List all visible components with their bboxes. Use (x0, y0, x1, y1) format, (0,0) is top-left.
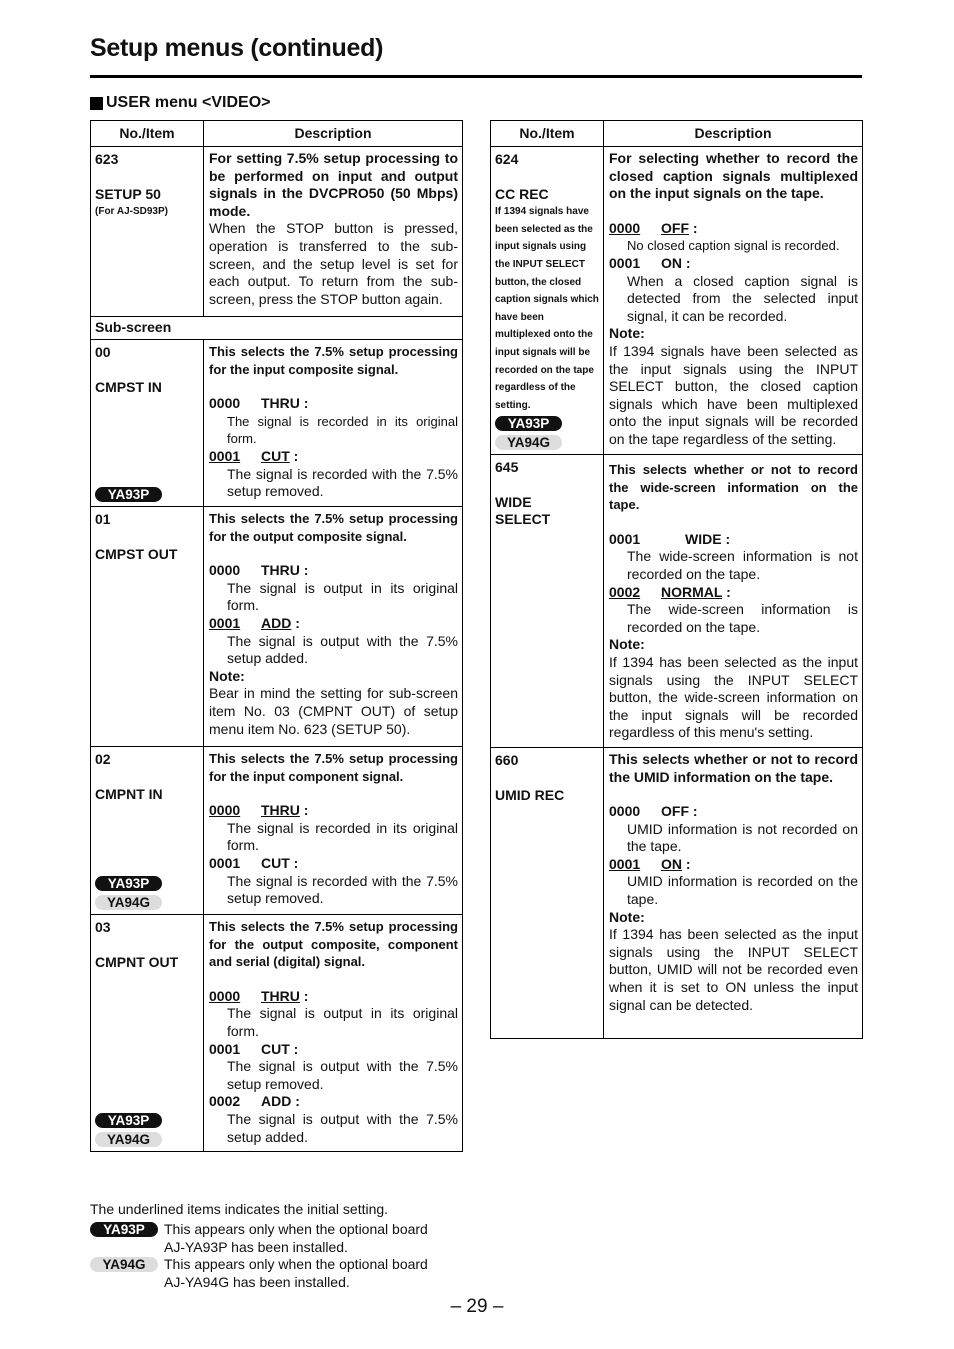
badge-group (495, 412, 562, 450)
table-row (91, 507, 463, 747)
option-0001: 0001 CUT : (209, 447, 299, 464)
note-label: Note: (209, 667, 245, 684)
option-0000: 0000 OFF : (609, 803, 698, 820)
option-0000: 0000 OFF : (609, 219, 698, 236)
item-number: 645 (495, 459, 519, 475)
item-lead: This selects the 7.5% setup processing for the input component signal. (209, 751, 458, 784)
ya93p-badge: YA93P (495, 416, 562, 431)
option-description: The signal is output with the 7.5% setup removed. (227, 1058, 458, 1092)
legend-ya94g (90, 1256, 428, 1291)
option-description: The signal is output in its original form. (227, 579, 458, 614)
item-number: 02 (95, 751, 111, 767)
ya94g-badge: YA94G (495, 435, 562, 450)
right-menu-table (490, 120, 863, 1039)
subscreen-row (91, 317, 463, 340)
page-number: – 29 – (450, 1296, 504, 1317)
item-lead: This selects the 7.5% setup processing for the output composite signal. (209, 511, 458, 544)
item-name: WIDE (495, 493, 532, 510)
page-title: Setup menus (continued) (90, 34, 384, 62)
subscreen-label: Sub-screen (91, 317, 463, 340)
option-description: The wide-screen information is recorded on the tape. (627, 601, 858, 635)
description-cell (604, 147, 863, 455)
underline-note: The underlined items indicates the initial setting. (90, 1201, 389, 1217)
option-description: The signal is recorded with the 7.5% setup removed. (227, 465, 458, 500)
item-name: SETUP 50 (95, 185, 161, 202)
legend-text: This appears only when the optional board AJ-YA93P has been installed. (164, 1221, 428, 1255)
option-0001: 0001 ADD : (209, 614, 300, 631)
option-0001: 0001 CUT : (209, 1040, 299, 1057)
note-label: Note: (609, 325, 645, 342)
option-description: The signal is output with the 7.5% setup added. (227, 632, 458, 667)
left-menu-table (90, 120, 463, 1152)
ya94g-badge: YA94G (95, 895, 162, 910)
note-text: Bear in mind the setting for sub-screen item No. 03 (CMPNT OUT) of setup menu item No. 623 (SETUP 50). (209, 685, 458, 737)
option-description: The signal is recorded in its original form. (227, 413, 458, 447)
item-number: 624 (495, 151, 519, 167)
description-cell (604, 747, 863, 1038)
legend-text: This appears only when the optional board AJ-YA94G has been installed. (164, 1256, 428, 1290)
column-header-description: Description (604, 121, 863, 147)
description-cell (604, 455, 863, 748)
description-cell (204, 147, 463, 317)
note-label: Note: (609, 908, 645, 925)
description-cell (204, 915, 463, 1152)
column-header-no-item: No./Item (491, 121, 604, 147)
item-lead: For selecting whether to record the closed caption signals multiplexed on the input signals on the tape. (609, 150, 858, 202)
item-cell (91, 507, 204, 747)
item-name: CMPNT OUT (95, 953, 179, 970)
item-cell (91, 915, 204, 1152)
table-row (91, 747, 463, 915)
item-name: CC REC (495, 185, 549, 202)
ya94g-badge: YA94G (95, 1132, 162, 1147)
option-description: When a closed caption signal is detected from the selected input signal, it can be recorded. (627, 272, 858, 324)
ya93p-badge: YA93P (90, 1222, 158, 1237)
table-header-row (91, 121, 463, 147)
item-model-note: (For AJ-SD93P) (95, 206, 168, 218)
option-0001: 0001 ON : (609, 855, 691, 872)
table-header-row (491, 121, 863, 147)
section-heading (90, 94, 271, 112)
item-model-note: If 1394 signals have been selected as the input signals using the INPUT SELECT button, the closed caption signals which have been multiplexed onto the input signals will be recorded on the tape regardless of the setting. (495, 206, 599, 411)
item-name: UMID REC (495, 786, 565, 803)
ya94g-badge: YA94G (90, 1257, 158, 1272)
option-0001: 0001 CUT : (209, 854, 299, 871)
title-rule (90, 75, 862, 78)
item-lead: This selects whether or not to record the UMID information on the tape. (609, 750, 858, 785)
option-description: The signal is recorded in its original form. (227, 819, 458, 854)
badge-group (95, 872, 162, 910)
column-header-no-item: No./Item (91, 121, 204, 147)
option-0001: 0001 ON : (609, 254, 691, 271)
item-number: 00 (95, 344, 111, 360)
option-0002: 0002 ADD : (209, 1093, 300, 1110)
ya93p-badge: YA93P (95, 487, 162, 502)
item-name: CMPNT IN (95, 785, 163, 802)
option-description: The signal is recorded with the 7.5% setup removed. (227, 872, 458, 907)
ya93p-badge: YA93P (95, 876, 162, 891)
option-0002: 0002 NORMAL : (609, 583, 731, 600)
option-description: The signal is output in its original form. (227, 1005, 458, 1039)
ya93p-badge: YA93P (95, 1113, 162, 1128)
item-lead: This selects the 7.5% setup processing for the input composite signal. (209, 344, 458, 377)
item-lead: This selects the 7.5% setup processing for the output composite, component and serial (digital) signal. (209, 919, 458, 970)
option-0000: 0000 THRU : (209, 395, 309, 412)
item-cell (91, 147, 204, 317)
item-name: CMPST IN (95, 378, 162, 395)
option-description: The wide-screen information is not recorded on the tape. (627, 548, 858, 582)
item-lead: This selects whether or not to record the wide-screen information on the tape. (609, 462, 858, 513)
option-description: UMID information is recorded on the tape. (627, 873, 858, 908)
option-0000: 0000 THRU : (209, 802, 309, 819)
item-number: 03 (95, 919, 111, 935)
item-cell (91, 747, 204, 915)
item-lead: For setting 7.5% setup processing to be performed on input and output signals in the DVCPRO50 (50 Mbps) mode. (209, 150, 458, 219)
badge-group (95, 483, 162, 502)
note-text: If 1394 has been selected as the input signals using the INPUT SELECT button, UMID will not be recorded even when it is set to ON unless the input signal can be detected. (609, 926, 858, 1013)
option-0001: 0001 WIDE : (609, 530, 731, 547)
table-row (91, 147, 463, 317)
option-0000: 0000 THRU : (209, 987, 309, 1004)
item-cell (491, 147, 604, 455)
item-body: When the STOP button is pressed, operation is transferred to the sub-screen, and the setup level is set for each output. To return from the sub-screen, press the STOP button again. (209, 220, 458, 307)
square-bullet-icon (90, 97, 103, 110)
table-row (491, 147, 863, 455)
item-name-line2: SELECT (495, 511, 551, 528)
table-row (91, 340, 463, 507)
item-name: CMPST OUT (95, 545, 178, 562)
description-cell (204, 747, 463, 915)
section-heading-text: USER menu <VIDEO> (106, 94, 271, 111)
table-row (491, 747, 863, 1038)
option-description: UMID information is not recorded on the tape. (627, 820, 858, 855)
item-number: 623 (95, 151, 119, 167)
column-header-description: Description (204, 121, 463, 147)
item-number: 01 (95, 511, 111, 527)
item-number: 660 (495, 751, 519, 768)
badge-group (95, 1109, 162, 1147)
note-label: Note: (609, 636, 645, 653)
item-cell (491, 747, 604, 1038)
note-text: If 1394 has been selected as the input signals using the INPUT SELECT button, the wide-screen information on the input signals will be recorded regardless of this menu's setting. (609, 653, 858, 741)
item-cell (91, 340, 204, 507)
item-cell (491, 455, 604, 748)
option-description: The signal is output with the 7.5% setup added. (227, 1110, 458, 1145)
legend-ya93p (90, 1221, 428, 1256)
note-text: If 1394 signals have been selected as the input signals using the INPUT SELECT button, the closed caption signals which have been multiplexed onto the input signals will be recorded on the tape regardless of the setting. (609, 342, 858, 447)
description-cell (204, 507, 463, 747)
table-row (91, 915, 463, 1152)
option-description: No closed caption signal is recorded. (627, 238, 840, 254)
option-0000: 0000 THRU : (209, 562, 309, 579)
table-row (491, 455, 863, 748)
description-cell (204, 340, 463, 507)
